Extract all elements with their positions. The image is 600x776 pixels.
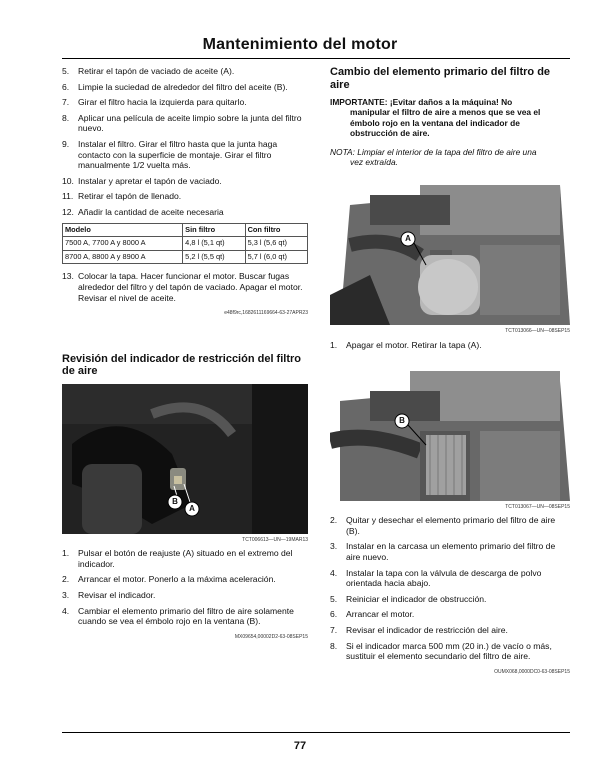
list-item	[62, 606, 308, 627]
reference-code: MX09654,00002D2-63-08SEP15	[234, 633, 308, 640]
step-number: 3.	[62, 590, 70, 601]
table-cell: 5,2 l (5,5 qt)	[183, 250, 245, 264]
oil-filter-steps	[62, 66, 308, 218]
list-item	[330, 594, 570, 605]
step-text: Instalar en la carcasa un elemento primario del filtro de aire nuevo.	[346, 541, 556, 562]
table-row	[63, 237, 308, 251]
section-title-element-change: Cambio del elemento primario del filtro de aire	[330, 66, 551, 91]
list-item	[330, 625, 570, 636]
step-text: Arrancar el motor. Ponerlo a la máxima aceleración.	[78, 574, 276, 585]
step-text: Añadir la cantidad de aceite necesaria	[78, 206, 224, 217]
callout-a-label: A	[189, 503, 195, 513]
note-lead: NOTA: Limpiar el interior de la tapa del filtro de aire una	[330, 146, 537, 157]
step-number: 11.	[62, 191, 74, 202]
list-item	[62, 191, 308, 202]
step-text: Pulsar el botón de reajuste (A) situado en el extremo del indicador.	[78, 548, 293, 569]
list-item	[62, 139, 308, 171]
important-text: manipular el filtro de aire a menos que se vea el émbolo rojo en la ventana del indicador de obstrucción de aire.	[350, 107, 541, 139]
step-number: 4.	[62, 605, 70, 616]
step-number: 8.	[330, 640, 338, 651]
figure-id: TCT006613—UN—19MAR13	[242, 536, 308, 543]
page-number: 77	[293, 740, 307, 752]
list-item	[62, 97, 308, 108]
step-text: Retirar el tapón de vaciado de aceite (A).	[78, 66, 235, 76]
reference-code: OUMX068,0000DC0-63-08SEP15	[494, 668, 570, 675]
table-cell: 4,8 l (5,1 qt)	[183, 237, 245, 251]
step-number: 12.	[62, 206, 74, 217]
left-column	[62, 66, 308, 642]
step-text: Colocar la tapa. Hacer funcionar el motor. Buscar fugas alrededor del filtro y del tapón de vaciado. Apagar el motor. Revisar el nivel de aceite.	[78, 271, 303, 303]
step-text: Apagar el motor. Retirar la tapa (A).	[346, 340, 482, 351]
table-cell: 5,7 l (6,0 qt)	[245, 250, 307, 264]
table-header-row	[63, 223, 308, 237]
footer-rule	[62, 732, 570, 733]
important-lead: IMPORTANTE: ¡Evitar daños a la máquina! No	[330, 97, 513, 107]
element-change-steps	[330, 515, 570, 662]
step-number: 5.	[62, 66, 70, 76]
list-item	[62, 271, 308, 303]
step-text: Si el indicador marca 500 mm (20 in.) de vacío o más, sustituir el elemento secundario del filtro de aire.	[346, 640, 552, 662]
figure-id: TCT013066—UN—08SEP15	[505, 328, 570, 335]
step-number: 1.	[62, 548, 70, 559]
list-item	[330, 515, 570, 536]
indicator-steps	[62, 548, 308, 627]
table-cell: 7500 A, 7700 A y 8000 A	[63, 237, 183, 251]
step-number: 5.	[330, 593, 338, 604]
step-text: Reiniciar el indicador de obstrucción.	[346, 593, 487, 604]
list-item	[330, 568, 570, 589]
callout-a-label: A	[405, 234, 411, 244]
step-text: Instalar y apretar el tapón de vaciado.	[78, 175, 222, 186]
page-title: Mantenimiento del motor	[202, 36, 398, 53]
section-title-indicator-check: Revisión del indicador de restricción del filtro de aire	[62, 352, 301, 378]
step-text: Revisar el indicador de restricción del aire.	[346, 624, 508, 635]
table-header: Sin filtro	[183, 223, 245, 237]
step-number: 1.	[330, 340, 338, 351]
list-item	[62, 207, 308, 218]
note	[330, 147, 570, 168]
list-item	[62, 66, 308, 77]
step-text: Cambiar el elemento primario del filtro de aire solamente cuando se vea el émbolo rojo en la ventana (B).	[78, 605, 294, 627]
air-filter-cover-photo	[330, 175, 570, 325]
list-item	[330, 340, 570, 351]
list-item	[62, 113, 308, 134]
step-number: 10.	[62, 175, 74, 186]
important-notice	[330, 97, 570, 139]
list-item	[62, 82, 308, 93]
step-number: 4.	[330, 567, 338, 578]
list-item	[62, 574, 308, 585]
table-header: Con filtro	[245, 223, 307, 237]
step-number: 2.	[330, 515, 338, 526]
step-text: Arrancar el motor.	[346, 609, 415, 620]
callout-b-label: B	[399, 415, 405, 425]
right-column	[330, 66, 570, 677]
oil-capacity-table	[62, 223, 308, 265]
step-number: 2.	[62, 574, 70, 585]
step-number: 3.	[330, 541, 338, 552]
list-item	[62, 548, 308, 569]
list-item	[330, 609, 570, 620]
step-number: 6.	[62, 81, 70, 92]
step-text: Limpie la suciedad de alrededor del filtro del aceite (B).	[78, 81, 288, 92]
step-text: Instalar el filtro. Girar el filtro hasta que la junta haga contacto con la superficie de montaje. Girar el filtro manualmente 1/2 vuelta más.	[78, 138, 278, 171]
step-text: Girar el filtro hacia la izquierda para quitarlo.	[78, 97, 247, 108]
table-cell: 5,3 l (5,6 qt)	[245, 237, 307, 251]
step-text: Retirar el tapón de llenado.	[78, 191, 182, 202]
note-text: vez extraída.	[350, 157, 398, 168]
header-rule	[62, 58, 570, 59]
step-text: Quitar y desechar el elemento primario del filtro de aire (B).	[346, 515, 556, 536]
step-number: 8.	[62, 112, 70, 123]
step-number: 6.	[330, 609, 338, 620]
step-text: Instalar la tapa con la válvula de descarga de polvo orientada hacia abajo.	[346, 567, 542, 589]
step-number: 9.	[62, 138, 70, 149]
callout-b-label: B	[172, 496, 178, 506]
step-number: 7.	[62, 97, 70, 108]
table-header: Modelo	[63, 223, 183, 237]
step-text: Aplicar una película de aceite limpio sobre la junta del filtro nuevo.	[78, 112, 302, 134]
table-row	[63, 250, 308, 264]
list-item	[62, 590, 308, 601]
list-item	[62, 176, 308, 187]
step-number: 7.	[330, 624, 338, 635]
step-text: Revisar el indicador.	[78, 590, 156, 601]
reference-code: e48f9rc,1682611169664-63-27APR23	[224, 310, 308, 317]
list-item	[330, 541, 570, 562]
list-item	[330, 641, 570, 662]
figure-id: TCT013067—UN—08SEP15	[505, 503, 570, 510]
table-cell: 8700 A, 8800 A y 8900 A	[63, 250, 183, 264]
step-number: 13.	[62, 271, 74, 282]
indicator-photo	[62, 384, 308, 534]
air-filter-element-photo	[330, 361, 570, 501]
